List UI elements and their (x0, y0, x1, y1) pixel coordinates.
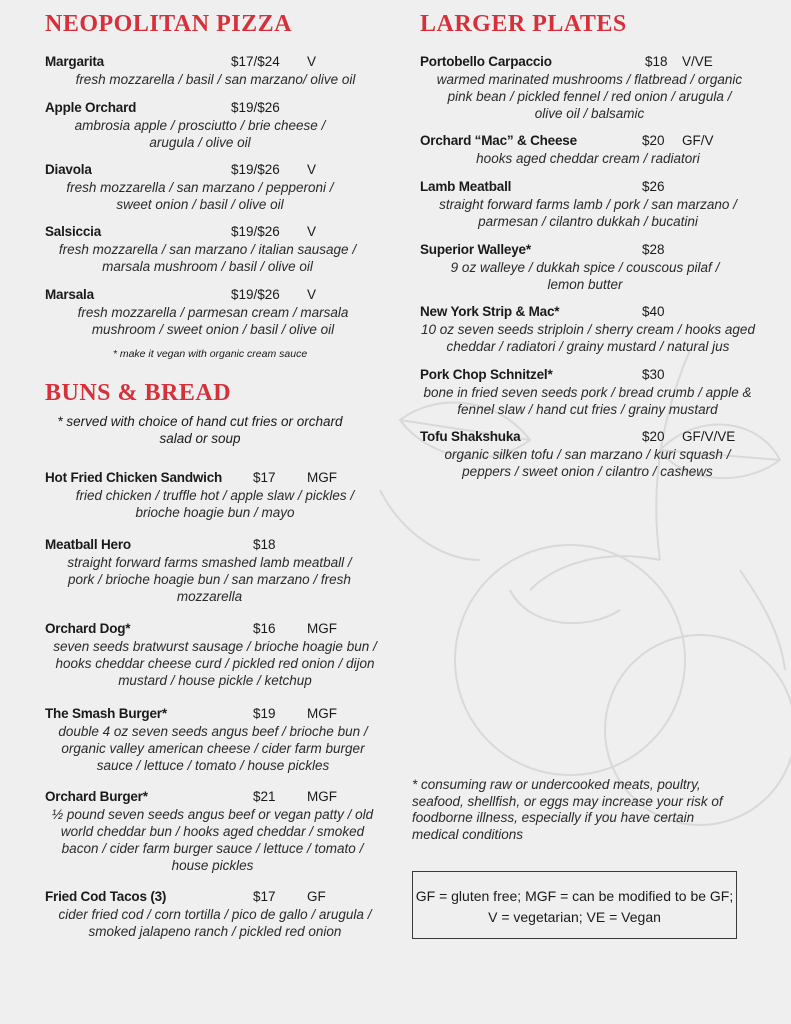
item-price: $26 (642, 179, 665, 194)
item-description: fresh mozzarella / san marzano / pepperoni / sweet onion / basil / olive oil (66, 180, 334, 212)
vegan-note: * make it vegan with organic cream sauce (112, 348, 308, 360)
item-diet: V/VE (682, 54, 713, 69)
item-price: $20 (642, 429, 665, 444)
item-name: Fried Cod Tacos (3) (45, 889, 167, 904)
item-description: warmed marinated mushrooms / flatbread / organic pink bean / pickled fennel / red onion / arugula / olive oil / balsamic (436, 72, 743, 121)
item-price: $40 (642, 304, 665, 319)
item-description: bone in fried seven seeds pork / bread crumb / apple & fennel slaw / hand cut fries / grainy mustard (423, 385, 752, 417)
item-diet: V (307, 162, 317, 177)
item-description: straight forward farms lamb / pork / san marzano / parmesan / cilantro dukkah / bucatini (439, 197, 737, 229)
item-name: Pork Chop Schnitzel* (420, 367, 553, 382)
section-title-buns: BUNS & BREAD (45, 380, 232, 406)
item-description: hooks aged cheddar cream / radiatori (476, 151, 700, 166)
item-description: double 4 oz seven seeds angus beef / brioche bun / organic valley american cheese / cider farm burger sauce / lettuce / tomato / house pickles (58, 724, 368, 773)
item-diet: GF (307, 889, 326, 904)
item-name: Salsiccia (45, 224, 101, 239)
item-price: $28 (642, 242, 665, 257)
item-diet: MGF (307, 706, 337, 721)
diet-legend-text: GF = gluten free; MGF = can be modified to be GF; V = vegetarian; VE = Vegan (415, 888, 734, 925)
item-name: Hot Fried Chicken Sandwich (45, 470, 223, 485)
item-name: Diavola (45, 162, 92, 177)
item-diet: MGF (307, 789, 337, 804)
item-price: $19/$26 (231, 287, 280, 302)
item-diet: GF/V/VE (682, 429, 736, 444)
item-description: ½ pound seven seeds angus beef or vegan patty / old world cheddar bun / hooks aged cheddar / smoked bacon / cider farm burger sauce / lettuce / tomato / house pickles (51, 807, 374, 873)
item-price: $20 (642, 133, 665, 148)
item-price: $18 (645, 54, 668, 69)
item-description: 10 oz seven seeds striploin / sherry cream / hooks aged cheddar / radiatori / grainy mustard / natural jus (421, 322, 755, 354)
item-diet: GF/V (682, 133, 714, 148)
item-name: Superior Walleye* (420, 242, 531, 257)
item-price: $19/$26 (231, 100, 280, 115)
item-name: Tofu Shakshuka (420, 429, 521, 444)
raw-food-warning: * consuming raw or undercooked meats, poultry, seafood, shellfish, or eggs may increase your risk of foodborne illness, especially if you have certain medical conditions (412, 777, 723, 842)
item-description: 9 oz walleye / dukkah spice / couscous pilaf / lemon butter (450, 260, 720, 292)
item-name: Orchard Burger* (45, 789, 148, 804)
item-name: Orchard “Mac” & Cheese (420, 133, 577, 148)
item-price: $18 (253, 537, 276, 552)
item-description: fresh mozzarella / parmesan cream / marsala mushroom / sweet onion / basil / olive oil (77, 305, 349, 337)
item-diet: V (307, 54, 317, 69)
item-price: $17 (253, 470, 276, 485)
item-price: $21 (253, 789, 276, 804)
item-description: seven seeds bratwurst sausage / brioche hoagie bun / hooks cheddar cheese curd / pickled red onion / dijon mustard / house pickle / ketchup (53, 639, 377, 688)
item-diet: V (307, 224, 317, 239)
item-price: $19/$26 (231, 162, 280, 177)
item-price: $17/$24 (231, 54, 280, 69)
item-name: New York Strip & Mac* (420, 304, 560, 319)
item-description: ambrosia apple / prosciutto / brie cheese / arugula / olive oil (74, 118, 326, 150)
diet-legend-box (412, 871, 737, 939)
item-description: straight forward farms smashed lamb meatball / pork / brioche hoagie bun / san marzano / fresh mozzarella (67, 555, 352, 604)
item-price: $30 (642, 367, 665, 382)
item-price: $17 (253, 889, 276, 904)
item-description: cider fried cod / corn tortilla / pico de gallo / arugula / smoked jalapeno ranch / pickled red onion (58, 907, 372, 939)
item-name: The Smash Burger* (45, 706, 167, 721)
item-description: fried chicken / truffle hot / apple slaw / pickles / brioche hoagie bun / mayo (75, 488, 355, 520)
item-description: fresh mozzarella / basil / san marzano/ olive oil (75, 72, 356, 87)
item-name: Margarita (45, 54, 104, 69)
item-price: $19 (253, 706, 276, 721)
item-name: Lamb Meatball (420, 179, 512, 194)
item-name: Meatball Hero (45, 537, 131, 552)
item-description: organic silken tofu / san marzano / kuri squash / peppers / sweet onion / cilantro / cashews (444, 447, 731, 479)
item-price: $16 (253, 621, 276, 636)
item-name: Portobello Carpaccio (420, 54, 552, 69)
section-title-pizza: NEOPOLITAN PIZZA (45, 11, 292, 37)
item-name: Marsala (45, 287, 94, 302)
item-diet: MGF (307, 470, 337, 485)
item-diet: MGF (307, 621, 337, 636)
item-description: fresh mozzarella / san marzano / italian sausage / marsala mushroom / basil / olive oil (58, 242, 357, 274)
item-name: Orchard Dog* (45, 621, 131, 636)
sides-note: * served with choice of hand cut fries or orchard salad or soup (57, 414, 343, 446)
item-diet: V (307, 287, 317, 302)
item-name: Apple Orchard (45, 100, 137, 115)
section-title-larger-plates: LARGER PLATES (420, 11, 627, 37)
item-price: $19/$26 (231, 224, 280, 239)
